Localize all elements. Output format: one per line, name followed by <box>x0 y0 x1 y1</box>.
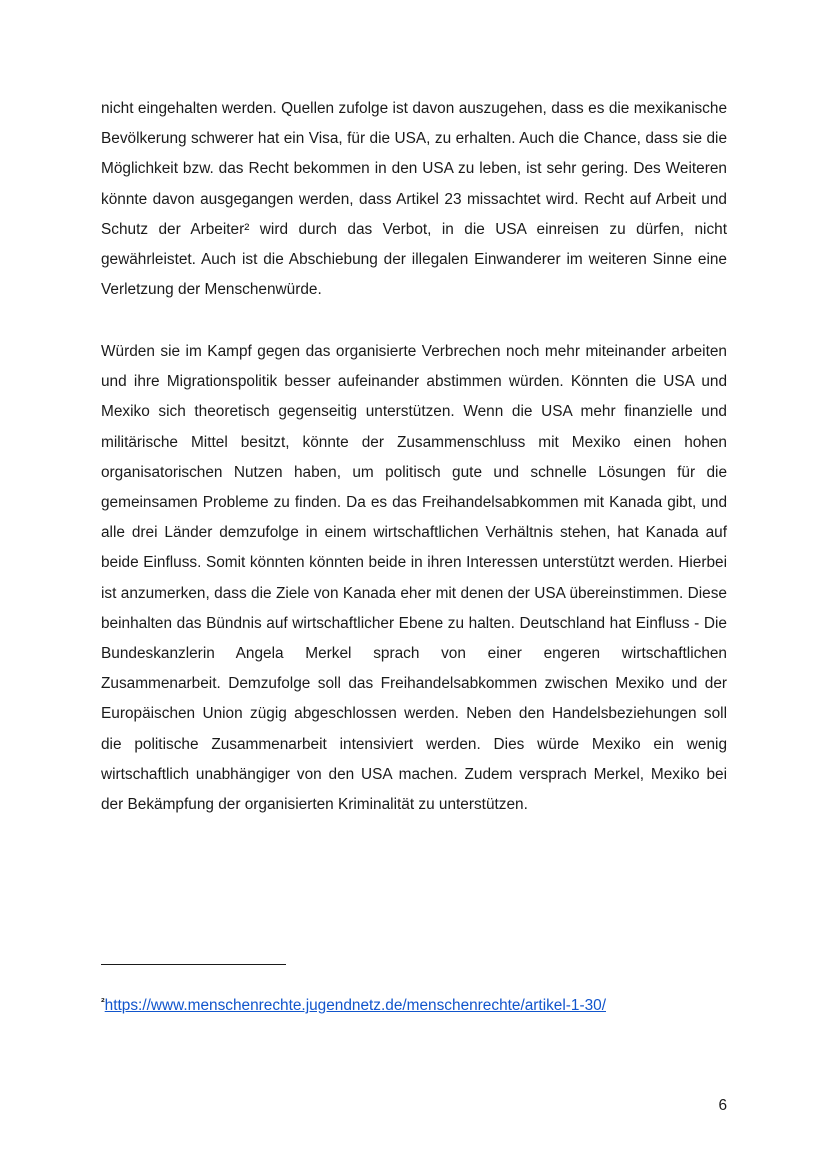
body-paragraph-2: Würden sie im Kampf gegen das organisierte Verbrechen noch mehr miteinander arbeiten und ihre Migrationspolitik besser aufeinander abstimmen würden. Könnten die USA und Mexiko sich theoretisch gegenseitig unterstützen. Wenn die USA mehr finanzielle und militärische Mittel besitzt, könnte der Zusammenschluss mit Mexiko einen hohen organisatorischen Nutzen haben, um politisch gute und schnelle Lösungen für die gemeinsamen Probleme zu finden. Da es das Freihandelsabkommen mit Kanada gibt, und alle drei Länder demzufolge in einem wirtschaftlichen Verhältnis stehen, hat Kanada auf beide Einfluss. Somit könnten könnten beide in ihren Interessen unterstützt werden. Hierbei ist anzumerken, dass die Ziele von Kanada eher mit denen der USA übereinstimmen. Diese beinhalten das Bündnis auf wirtschaftlicher Ebene zu halten. Deutschland hat Einfluss - Die Bundeskanzlerin Angela Merkel sprach von einer engeren wirtschaftlichen Zusammenarbeit. Demzufolge soll das Freihandelsabkommen zwischen Mexiko und der Europäischen Union zügig abgeschlossen werden. Neben den Handelsbeziehungen soll die politische Zusammenarbeit intensiviert werden. Dies würde Mexiko ein wenig wirtschaftlich unabhängiger von den USA machen. Zudem versprach Merkel, Mexiko bei der Bekämpfung der organisierten Kriminalität zu unterstützen. <box>101 343 727 814</box>
page-number: 6 <box>718 1097 727 1114</box>
body-paragraph-1: nicht eingehalten werden. Quellen zufolge ist davon auszugehen, dass es die mexikanische Bevölkerung schwerer hat ein Visa, für die USA, zu erhalten. Auch die Chance, dass sie die Möglichkeit bzw. das Recht bekommen in den USA zu leben, ist sehr gering. Des Weiteren könnte davon ausgegangen werden, dass Artikel 23 missachtet wird. Recht auf Arbeit und Schutz der Arbeiter² wird durch das Verbot, in die USA einreisen zu dürfen, nicht gewährleistet. Auch ist die Abschiebung der illegalen Einwanderer im weiteren Sinne eine Verletzung der Menschenwürde. <box>101 100 727 299</box>
footnote <box>101 993 606 1016</box>
footnote-link[interactable]: https://www.menschenrechte.jugendnetz.de/menschenrechte/artikel-1-30/ <box>104 997 606 1014</box>
footnote-marker: ² <box>101 997 105 1009</box>
footnote-separator <box>101 964 286 965</box>
